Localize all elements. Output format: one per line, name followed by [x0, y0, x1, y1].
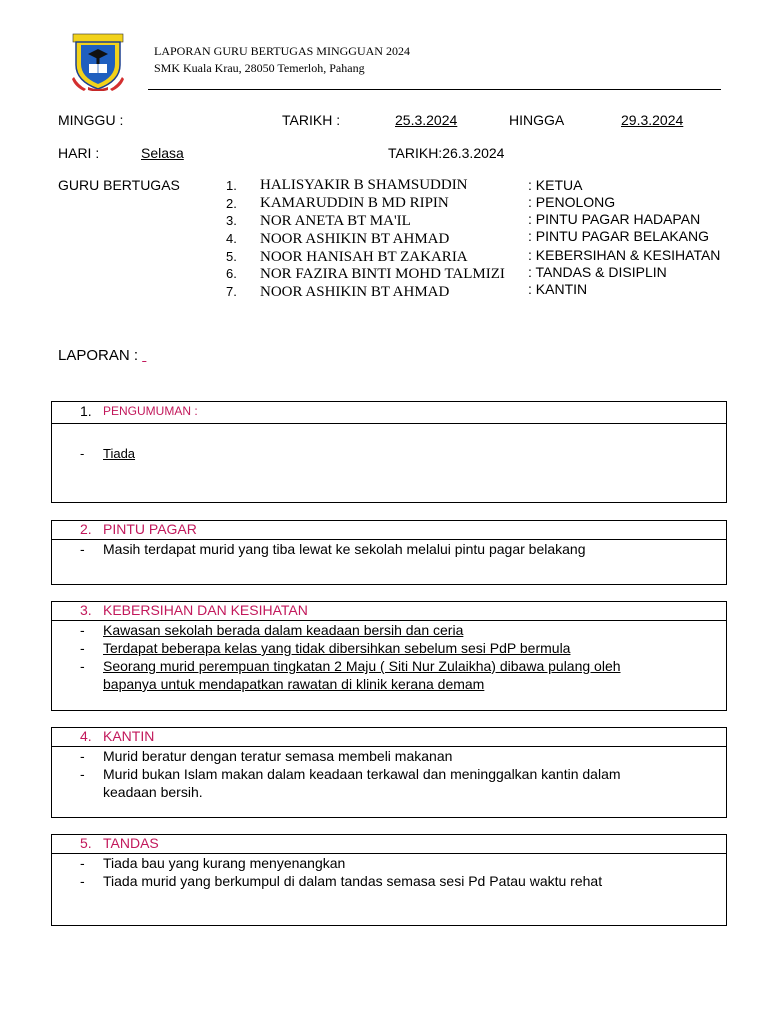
guru-role: : PINTU PAGAR BELAKANG — [528, 228, 710, 244]
guru-bertugas-label: GURU BERTUGAS — [58, 177, 180, 193]
section-number: 3. — [80, 602, 92, 618]
section-number: 1. — [80, 403, 92, 419]
bullet-dash: - — [80, 873, 85, 889]
guru-role: : PENOLONG — [528, 194, 616, 210]
section-items — [52, 747, 726, 801]
guru-role: : KANTIN — [528, 281, 588, 297]
list-item — [52, 872, 726, 890]
laporan-label — [58, 347, 146, 364]
guru-name: NOOR HANISAH BT ZAKARIA — [260, 249, 468, 265]
item-text: Tiada — [103, 446, 136, 461]
guru-role: : PINTU PAGAR HADAPAN — [528, 211, 701, 227]
list-item — [52, 639, 726, 657]
guru-num: 2. — [226, 196, 237, 211]
section-title: KEBERSIHAN DAN KESIHATAN — [103, 602, 308, 618]
bullet-dash: - — [80, 541, 85, 557]
hari-label: HARI : — [58, 145, 100, 161]
section-title: PINTU PAGAR — [103, 521, 197, 537]
guru-num: 4. — [226, 231, 237, 246]
list-item — [52, 747, 726, 765]
bullet-dash: - — [80, 855, 85, 871]
guru-name: NOR FAZIRA BINTI MOHD TALMIZI — [260, 266, 505, 282]
guru-role: : KETUA — [528, 177, 583, 193]
section-items — [52, 621, 726, 693]
section-number: 5. — [80, 835, 92, 851]
section-header — [52, 521, 726, 540]
section-title: PENGUMUMAN : — [103, 404, 198, 418]
item-text: Murid bukan Islam makan dalam keadaan terkawal dan meninggalkan kantin dalam keadaan bersih. — [103, 766, 621, 800]
guru-name: NOOR ASHIKIN BT AHMAD — [260, 231, 450, 247]
guru-num: 1. — [226, 178, 237, 193]
bullet-dash: - — [80, 640, 85, 656]
section-pintu-pagar — [51, 520, 727, 585]
guru-name: HALISYAKIR B SHAMSUDDIN — [260, 177, 468, 193]
tarikh-value: 25.3.2024 — [395, 112, 458, 128]
bullet-dash: - — [80, 622, 85, 638]
list-item — [52, 540, 726, 558]
hingga-value: 29.3.2024 — [621, 112, 684, 128]
section-number: 4. — [80, 728, 92, 744]
guru-num: 5. — [226, 249, 237, 264]
section-items — [52, 854, 726, 890]
bullet-dash: - — [80, 446, 85, 461]
list-item — [52, 854, 726, 872]
hari-value: Selasa — [141, 145, 184, 161]
section-pengumuman — [51, 401, 727, 503]
section-items — [52, 540, 726, 558]
guru-role: : TANDAS & DISIPLIN — [528, 264, 667, 280]
section-kantin — [51, 727, 727, 818]
section-tandas — [51, 834, 727, 926]
item-text: Terdapat beberapa kelas yang tidak dibersihkan sebelum sesi PdP bermula — [103, 640, 571, 656]
school-crest-logo — [72, 33, 124, 91]
section-header — [52, 728, 726, 747]
guru-role: : KEBERSIHAN & KESIHATAN — [528, 247, 721, 263]
bullet-dash: - — [80, 748, 85, 764]
section-title: KANTIN — [103, 728, 155, 744]
guru-num: 7. — [226, 284, 237, 299]
item-text: Murid beratur dengan teratur semasa membeli makanan — [103, 748, 453, 764]
guru-num: 6. — [226, 266, 237, 281]
hingga-label: HINGGA — [509, 112, 565, 128]
section-number: 2. — [80, 521, 92, 537]
section-kebersihan — [51, 601, 727, 711]
guru-num: 3. — [226, 213, 237, 228]
item-text: Tiada murid yang berkumpul di dalam tandas semasa sesi Pd Patau waktu rehat — [103, 873, 603, 889]
item-text: Kawasan sekolah berada dalam keadaan bersih dan ceria — [103, 622, 464, 638]
minggu-label: MINGGU : — [58, 112, 124, 128]
guru-name: KAMARUDDIN B MD RIPIN — [260, 195, 449, 211]
laporan-label-text: LAPORAN : — [58, 347, 143, 364]
tarikh-label: TARIKH : — [282, 112, 341, 128]
guru-name: NOR ANETA BT MA'IL — [260, 213, 411, 229]
list-item — [52, 765, 726, 801]
section-items — [52, 424, 726, 463]
section-header — [52, 602, 726, 621]
laporan-underline — [142, 347, 146, 364]
item-text: Masih terdapat murid yang tiba lewat ke sekolah melalui pintu pagar belakang — [103, 541, 586, 557]
report-title: LAPORAN GURU BERTUGAS MINGGUAN 2024 — [154, 44, 410, 58]
section-header — [52, 402, 726, 424]
item-text: Seorang murid perempuan tingkatan 2 Maju ( Siti Nur Zulaikha) dibawa pulang oleh bapanya untuk mendapatkan rawatan di klinik kerana demam — [103, 658, 621, 692]
list-item — [52, 445, 726, 463]
school-address: SMK Kuala Krau, 28050 Temerloh, Pahang — [154, 61, 365, 75]
list-item — [52, 657, 726, 693]
guru-name: NOOR ASHIKIN BT AHMAD — [260, 284, 450, 300]
tarikh-hari: TARIKH:26.3.2024 — [388, 145, 505, 161]
bullet-dash: - — [80, 766, 85, 782]
section-title: TANDAS — [103, 835, 159, 851]
item-text: Tiada bau yang kurang menyenangkan — [103, 855, 346, 871]
list-item — [52, 621, 726, 639]
section-header — [52, 835, 726, 854]
header-divider — [148, 89, 721, 90]
bullet-dash: - — [80, 658, 85, 674]
